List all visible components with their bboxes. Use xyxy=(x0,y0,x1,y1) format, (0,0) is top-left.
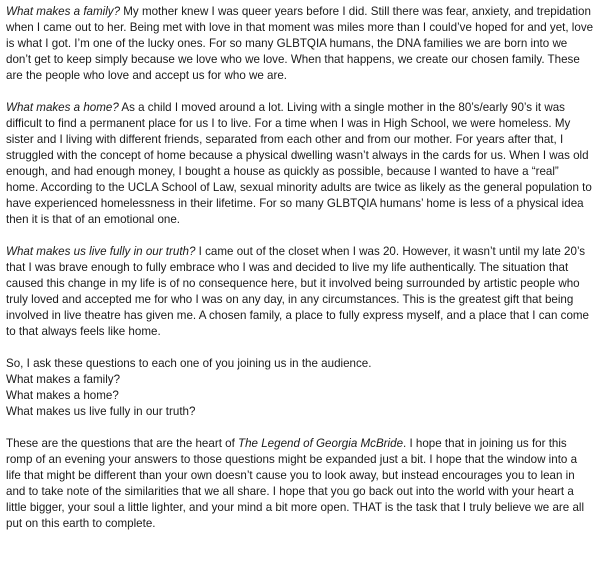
question-home: What makes a home? xyxy=(6,101,119,114)
paragraph-home-body: As a child I moved around a lot. Living with a single mother in the 80’s/early 90’s it was difficult to find a permanent place for us I to live. For a time when I was in High School, we were homeless. My sister and I living with different friends, separated from each other and from our mother. For years after that, I struggled with the concept of home because a physical dwelling wasn’t always in the cards for us. When I was old enough, and had enough money, I bought a house as quickly as possible, because I wanted to have a “real” home. According to the UCLA School of Law, sexual minority adults are twice as likely as the general population to have experienced homelessness in their lifetime. For so many GLBTQIA humans’ home is less of a physical idea then it is that of an emotional one. xyxy=(6,101,592,226)
paragraph-truth xyxy=(6,244,594,340)
play-title: The Legend of Georgia McBride xyxy=(238,437,404,450)
paragraph-closing xyxy=(6,436,594,532)
questions-intro: So, I ask these questions to each one of you joining us in the audience. xyxy=(6,357,372,370)
question-truth: What makes us live fully in our truth? xyxy=(6,245,196,258)
paragraph-truth-body: I came out of the closet when I was 20. However, it wasn’t until my late 20’s that I was brave enough to fully embrace who I was and decided to live my life authentically. The situation that caused this change in my life is of no consequence here, but it involved being surrounded by artistic people who truly loved and accepted me for who I was on any day, in any circumstances. This is the greatest gift that being involved in live theatre has given me. A chosen family, a place to fully express myself, and a place that I can come to that always feels like home. xyxy=(6,245,589,338)
question-line-truth: What makes us live fully in our truth? xyxy=(6,405,196,418)
closing-after: . I hope that in joining us for this romp of an evening your answers to those questions might be expanded just a bit. I hope that the window into a life that might be different than your own doesn’t cause you to look away, but instead encourages you to lean in and to take note of the similarities that we all share. I hope that you go back out into the world with your heart a little bigger, your soul a little lighter, and your mind a bit more open. THAT is the task that I truly believe we are all put on this earth to complete. xyxy=(6,437,585,530)
question-line-family: What makes a family? xyxy=(6,373,121,386)
paragraph-home xyxy=(6,100,594,228)
paragraph-family xyxy=(6,4,594,84)
questions-list xyxy=(6,356,594,420)
closing-before: These are the questions that are the heart of xyxy=(6,437,239,450)
question-family: What makes a family? xyxy=(6,5,121,18)
question-line-home: What makes a home? xyxy=(6,389,119,402)
paragraph-family-body: My mother knew I was queer years before I did. Still there was fear, anxiety, and trepidation when I came out to her. Being met with love in that moment was miles more than I could’ve hoped for and yet, love is what I got. I’m one of the lucky ones. For so many GLBTQIA humans, the DNA families we are born into we don’t get to keep simply because we love who we love. When that happens, we create our chosen family. These are the people who love and accept us for who we are. xyxy=(6,5,594,82)
